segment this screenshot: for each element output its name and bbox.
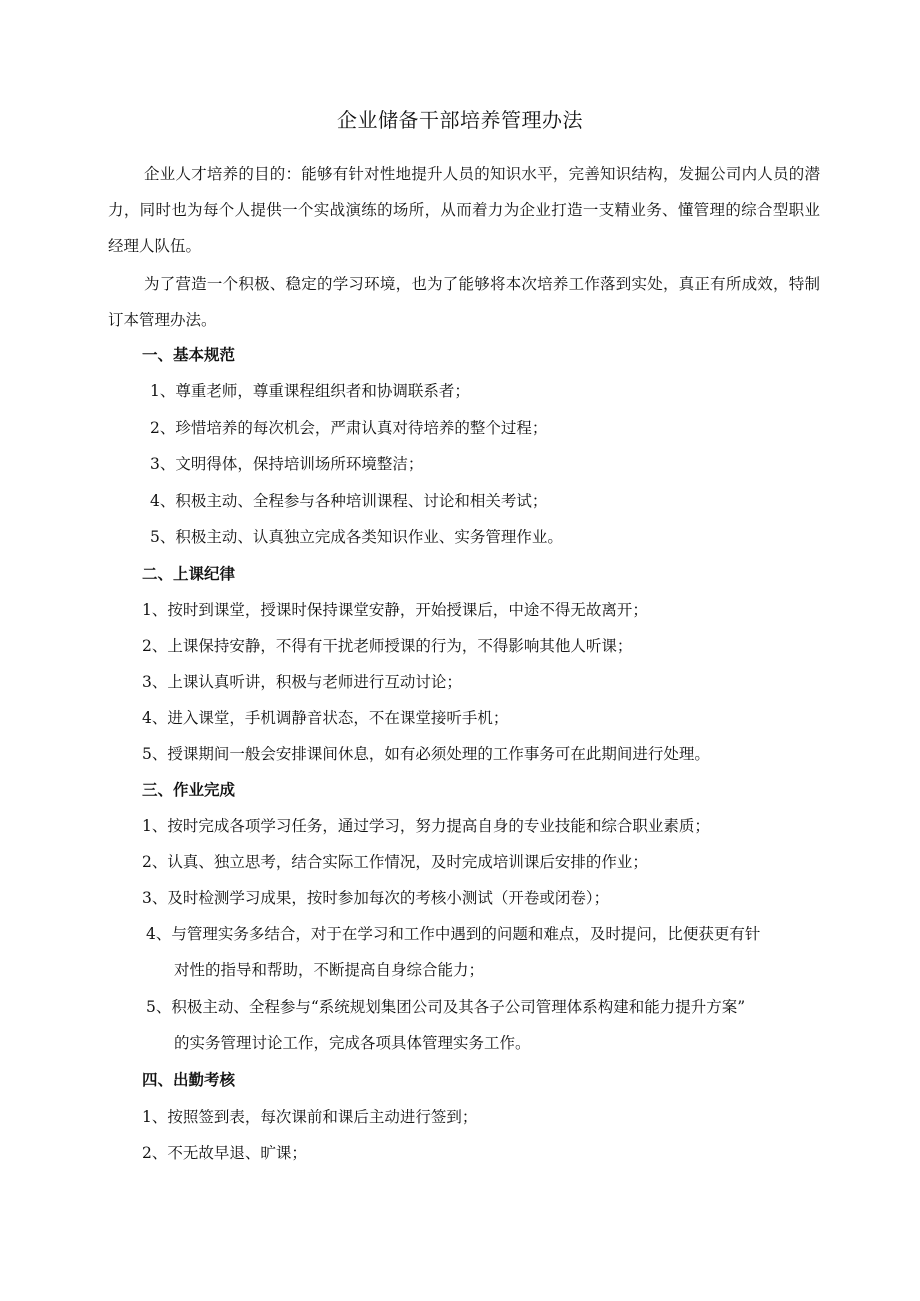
intro-paragraph-1: 企业人才培养的目的：能够有针对性地提升人员的知识水平，完善知识结构，发掘公司内人员的潜力，同时也为每个人提供一个实战演练的场所，从而着力为企业打造一支精业务、懂管理的综合型职业经理人队伍。 <box>108 165 820 255</box>
section-heading-basic-norms: 一、基本规范 <box>142 346 236 364</box>
list-item: 3、上课认真听讲，积极与老师进行互动讨论； <box>142 673 462 691</box>
section-heading-attendance: 四、出勤考核 <box>142 1071 236 1089</box>
list-item: 4、与管理实务多结合，对于在学习和工作中遇到的问题和难点，及时提问，比便获更有针 <box>146 925 761 943</box>
intro-paragraph-2: 为了营造一个积极、稳定的学习环境，也为了能够将本次培养工作落到实处，真正有所成效，特制订本管理办法。 <box>108 275 820 329</box>
list-item: 1、按时到课堂，授课时保持课堂安静，开始授课后，中途不得无故离开； <box>142 601 648 619</box>
list-item: 1、按时完成各项学习任务，通过学习，努力提高自身的专业技能和综合职业素质； <box>142 817 710 835</box>
list-item: 1、尊重老师，尊重课程组织者和协调联系者； <box>150 382 470 400</box>
list-item: 5、授课期间一般会安排课间休息，如有必须处理的工作事务可在此期间进行处理。 <box>142 745 710 763</box>
list-item: 3、及时检测学习成果，按时参加每次的考核小测试（开卷或闭卷）； <box>142 889 610 907</box>
list-item: 5、积极主动、全程参与“系统规划集团公司及其各子公司管理体系构建和能力提升方案” <box>146 998 746 1016</box>
list-item: 2、认真、独立思考，结合实际工作情况，及时完成培训课后安排的作业； <box>142 853 648 871</box>
list-item: 2、不无故早退、旷课； <box>142 1144 307 1162</box>
list-item: 2、珍惜培养的每次机会，严肃认真对待培养的整个过程； <box>150 419 548 437</box>
section-heading-homework: 三、作业完成 <box>142 781 236 799</box>
document-title: 企业储备干部培养管理办法 <box>337 108 583 132</box>
list-item-continuation: 的实务管理讨论工作，完成各项具体管理实务工作。 <box>174 1034 531 1052</box>
list-item: 4、进入课堂，手机调静音状态，不在课堂接听手机； <box>142 709 509 727</box>
list-item: 2、上课保持安静，不得有干扰老师授课的行为，不得影响其他人听课； <box>142 637 633 655</box>
section-heading-class-discipline: 二、上课纪律 <box>142 565 236 583</box>
list-item: 1、按照签到表，每次课前和课后主动进行签到； <box>142 1108 478 1126</box>
list-item: 5、积极主动、认真独立完成各类知识作业、实务管理作业。 <box>150 528 563 546</box>
list-item: 4、积极主动、全程参与各种培训课程、讨论和相关考试； <box>150 492 548 510</box>
list-item: 3、文明得体，保持培训场所环境整洁； <box>150 455 424 473</box>
list-item-continuation: 对性的指导和帮助，不断提高自身综合能力； <box>174 961 485 979</box>
